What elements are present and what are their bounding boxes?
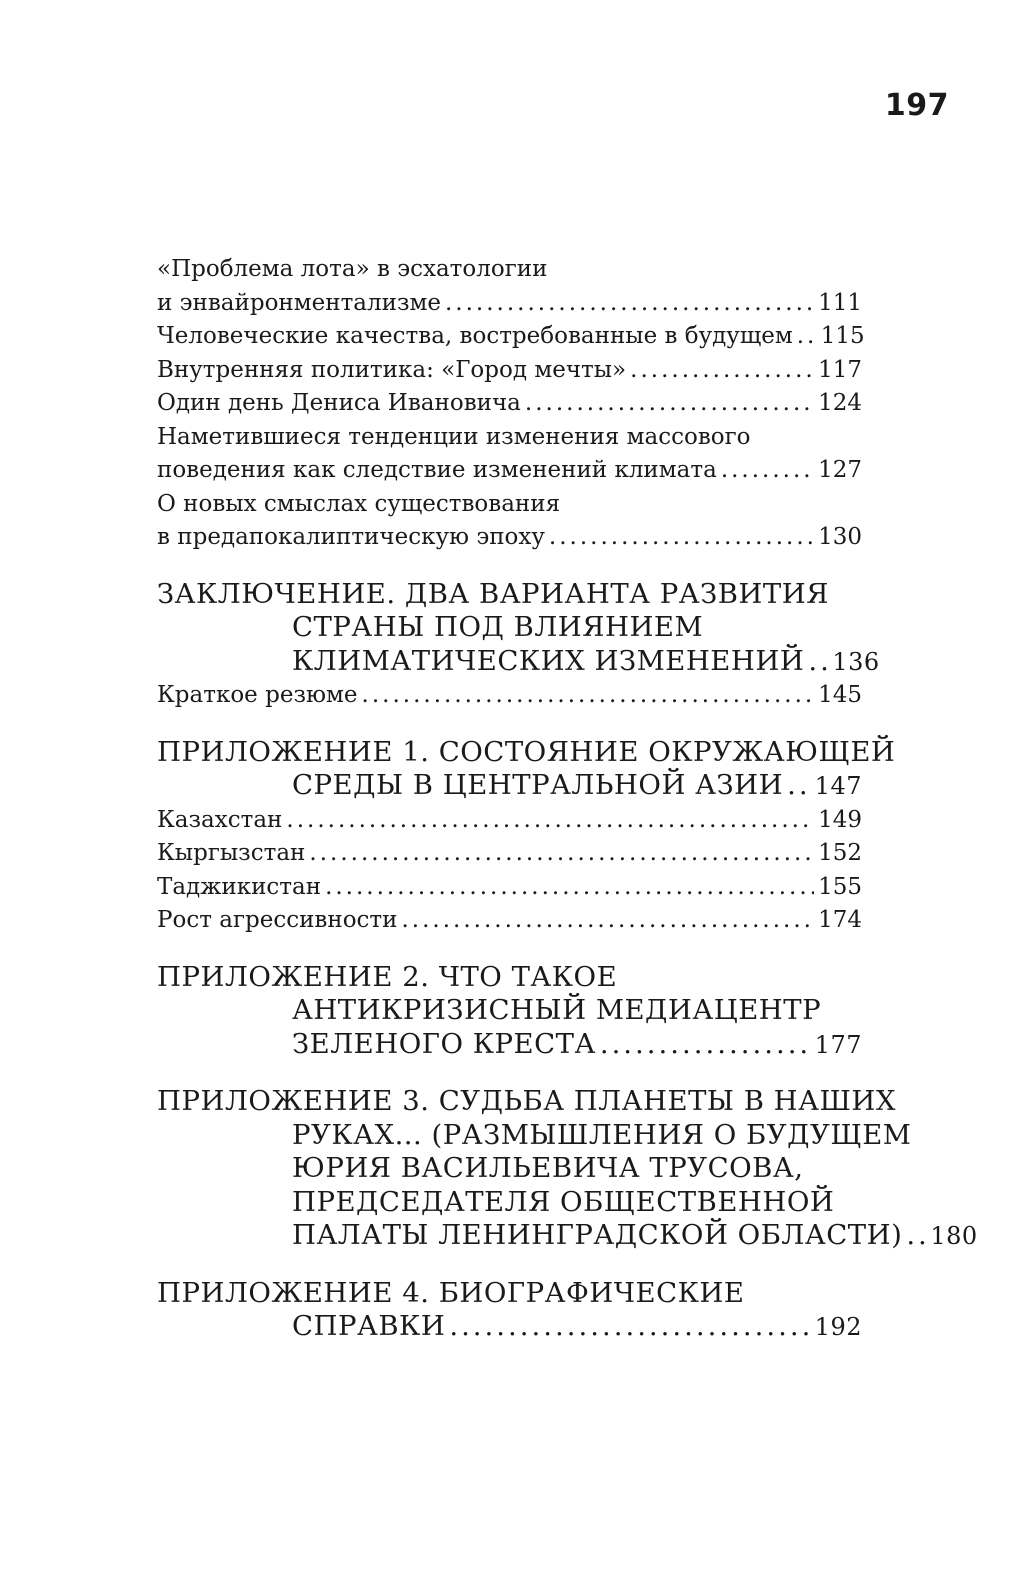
toc-entry-title: Казахстан: [157, 806, 283, 833]
toc-page-ref: 177: [814, 1030, 862, 1059]
toc-entry-title: Внутренняя политика: «Город мечты»: [157, 356, 627, 383]
toc-entry-aggression[interactable]: [157, 904, 862, 938]
dot-leader: [449, 1310, 810, 1344]
toc-entry-human-qualities[interactable]: [157, 320, 865, 354]
toc-entry-title: О новых смыслах существования: [157, 490, 561, 517]
toc-page-ref: 111: [818, 289, 862, 316]
toc-page-ref: 127: [818, 457, 862, 483]
toc-page-ref: 136: [832, 647, 880, 676]
toc-entry-summary[interactable]: [157, 679, 862, 713]
section-gap: [157, 1062, 862, 1085]
table-of-contents: [157, 253, 978, 1345]
dot-leader: [808, 645, 828, 679]
toc-page-ref: 117: [818, 356, 862, 383]
toc-heading-appendix-2[interactable]: [157, 961, 862, 1063]
toc-entry-title: Наметившиеся тенденции изменения массового: [157, 423, 751, 450]
dot-leader: [549, 521, 814, 555]
toc-entry-title: Один день Дениса Ивановича: [157, 390, 521, 416]
section-gap: [157, 938, 862, 961]
toc-page-ref: 130: [818, 524, 862, 550]
toc-heading-title: ЗАКЛЮЧЕНИЕ. ДВА ВАРИАНТА РАЗВИТИЯ: [157, 577, 829, 610]
toc-page-ref: 149: [818, 806, 862, 833]
toc-heading-conclusion[interactable]: [157, 577, 880, 680]
toc-page-ref: 124: [818, 390, 862, 416]
toc-page-ref: 155: [818, 873, 862, 900]
dot-leader: [445, 287, 814, 321]
toc-heading-appendix-1[interactable]: [157, 735, 896, 804]
dot-leader: [525, 387, 814, 421]
toc-entry-title: «Проблема лота» в эсхатологии: [157, 256, 548, 282]
toc-heading-title-cont: КЛИМАТИЧЕСКИХ ИЗМЕНЕНИЙ: [292, 644, 805, 677]
dot-leader: [721, 454, 814, 488]
toc-entry-title: Краткое резюме: [157, 682, 358, 708]
toc-heading-title-cont: АНТИКРИЗИСНЫЙ МЕДИАЦЕНТР: [292, 994, 822, 1026]
toc-heading-title-cont: ЗЕЛЕНОГО КРЕСТА: [292, 1027, 596, 1060]
section-gap: [157, 1254, 862, 1277]
toc-entry-title: Рост агрессивности: [157, 907, 398, 933]
toc-page-ref: 180: [930, 1222, 978, 1250]
toc-page-ref: 145: [818, 682, 862, 708]
toc-entry-title: Таджикистан: [157, 873, 322, 900]
toc-entry-kazakhstan[interactable]: [157, 804, 862, 838]
toc-page-ref: 152: [818, 840, 862, 866]
toc-entry-lot-problem[interactable]: [157, 253, 862, 320]
toc-entry-behavior-trends[interactable]: [157, 421, 862, 488]
dot-leader: [286, 804, 814, 838]
toc-heading-title: ПРИЛОЖЕНИЕ 4. БИОГРАФИЧЕСКИЕ: [157, 1276, 745, 1309]
dot-leader: [797, 320, 817, 354]
dot-leader: [787, 769, 811, 803]
toc-entry-new-meanings[interactable]: [157, 488, 862, 555]
toc-entry-title-cont: в предапокалиптическую эпоху: [157, 524, 545, 550]
dot-leader: [362, 679, 815, 713]
toc-heading-title-cont: СПРАВКИ: [292, 1310, 446, 1342]
toc-heading-title-cont: РУКАХ... (РАЗМЫШЛЕНИЯ О БУДУЩЕМ: [292, 1118, 912, 1151]
dot-leader: [325, 871, 814, 905]
toc-entry-tajikistan[interactable]: [157, 871, 862, 905]
page-number: 197: [884, 88, 949, 123]
dot-leader: [906, 1219, 926, 1253]
toc-entry-one-day[interactable]: [157, 387, 862, 421]
toc-heading-title-cont: СРЕДЫ В ЦЕНТРАЛЬНОЙ АЗИИ: [292, 769, 784, 801]
dot-leader: [402, 904, 815, 938]
toc-page-ref: 192: [814, 1313, 862, 1341]
dot-leader: [630, 354, 814, 388]
toc-entry-title-cont: и энвайронментализме: [157, 289, 441, 316]
toc-entry-domestic-policy[interactable]: [157, 354, 862, 388]
toc-page-ref: 174: [818, 907, 862, 933]
toc-entry-kyrgyzstan[interactable]: [157, 837, 862, 871]
toc-heading-title: ПРИЛОЖЕНИЕ 2. ЧТО ТАКОЕ: [157, 960, 618, 993]
toc-page-ref: 147: [814, 772, 862, 800]
dot-leader: [309, 837, 814, 871]
section-gap: [157, 555, 862, 578]
toc-heading-title: ПРИЛОЖЕНИЕ 3. СУДЬБА ПЛАНЕТЫ В НАШИХ: [157, 1085, 896, 1117]
toc-entry-title: Кыргызстан: [157, 840, 306, 866]
section-gap: [157, 713, 862, 736]
toc-entry-title: Человеческие качества, востребованные в будущем: [157, 323, 793, 349]
toc-heading-appendix-3[interactable]: [157, 1085, 978, 1254]
dot-leader: [600, 1028, 811, 1062]
toc-heading-title: ПРИЛОЖЕНИЕ 1. СОСТОЯНИЕ ОКРУЖАЮЩЕЙ: [157, 735, 896, 768]
toc-heading-appendix-4[interactable]: [157, 1277, 862, 1345]
toc-heading-title-cont: ПРЕДСЕДАТЕЛЯ ОБЩЕСТВЕННОЙ: [292, 1185, 835, 1218]
toc-heading-title-cont: ЮРИЯ ВАСИЛЬЕВИЧА ТРУСОВА,: [292, 1152, 804, 1184]
toc-entry-title-cont: поведения как следствие изменений климата: [157, 457, 717, 483]
toc-heading-title-cont: СТРАНЫ ПОД ВЛИЯНИЕМ: [292, 611, 704, 643]
toc-heading-title-cont: ПАЛАТЫ ЛЕНИНГРАДСКОЙ ОБЛАСТИ): [292, 1219, 903, 1251]
toc-page-ref: 115: [820, 323, 865, 349]
